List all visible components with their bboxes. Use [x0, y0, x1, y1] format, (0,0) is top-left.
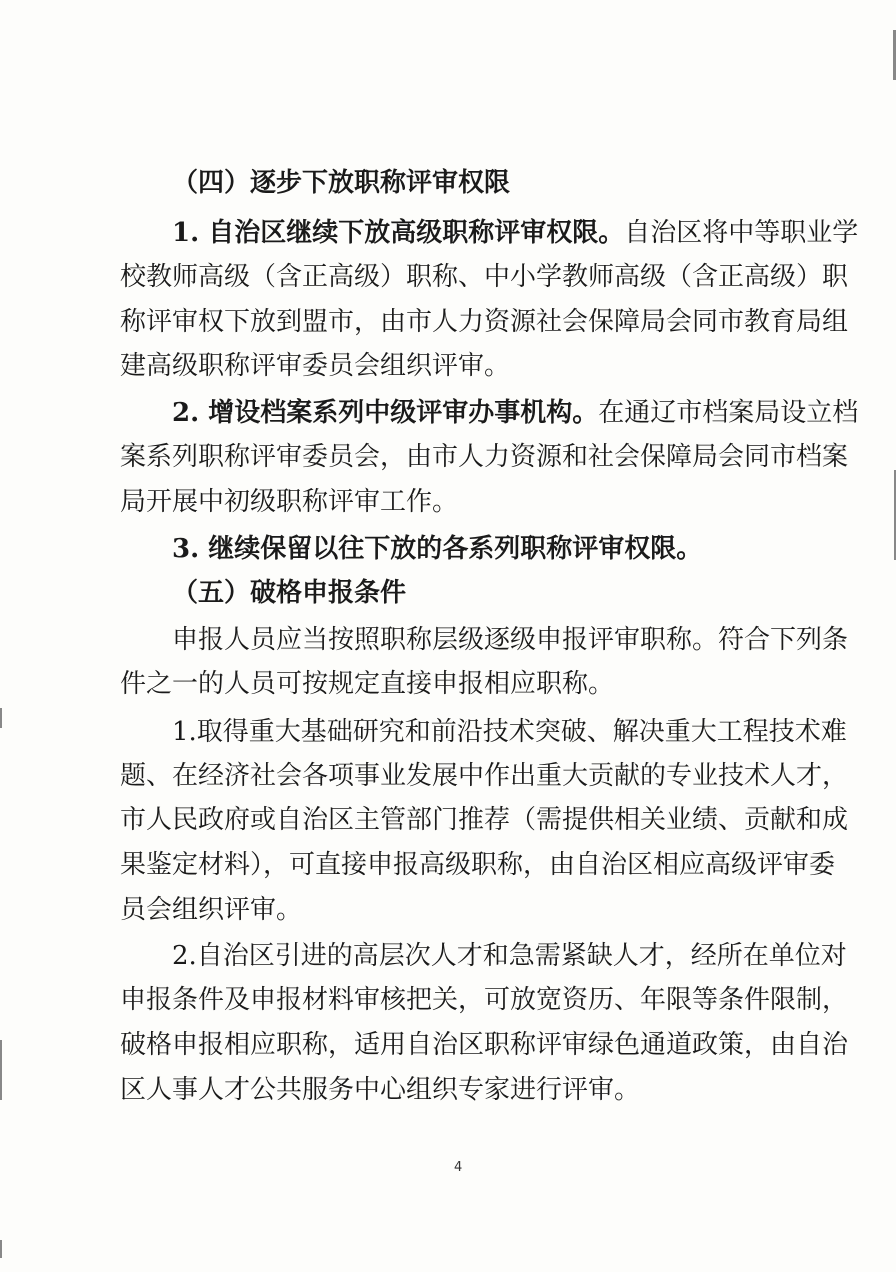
line-text: 3. 继续保留以往下放的各系列职称评审权限。 — [172, 534, 703, 564]
text-line — [120, 669, 614, 699]
text-line — [120, 351, 510, 381]
text-line — [172, 941, 847, 971]
line-text: 件之一的人员可按规定直接申报相应职称。 — [120, 669, 615, 699]
text-line — [172, 398, 858, 428]
text-line — [120, 1075, 640, 1105]
line-text: （四）逐步下放职称评审权限 — [172, 168, 511, 198]
line-text: 果鉴定材料），可直接申报高级职称，由自治区相应高级评审委 — [120, 850, 836, 880]
line-text: 自治区将中等职业学 — [624, 218, 859, 248]
text-line — [120, 850, 835, 880]
line-text: （五）破格申报条件 — [172, 578, 407, 608]
text-line — [172, 717, 847, 747]
bold-heading-text: 1. 自治区继续下放高级职称评审权限。 — [172, 218, 625, 248]
text-line — [172, 168, 510, 198]
scan-edge-mark — [0, 1240, 2, 1258]
bold-heading-text: 2. 增设档案系列中级评审办事机构。 — [172, 398, 599, 428]
line-text: 案系列职称评审委员会，由市人力资源和社会保障局会同市档案 — [120, 442, 849, 472]
line-text: 在通辽市档案局设立档 — [598, 398, 859, 428]
text-line — [120, 805, 848, 835]
line-text: 员会组织评审。 — [120, 895, 303, 925]
page-number: 4 — [454, 1160, 463, 1175]
line-text: 区人事人才公共服务中心组织专家进行评审。 — [120, 1075, 641, 1105]
scan-edge-mark — [0, 708, 2, 728]
text-line — [172, 534, 702, 564]
line-text: 1.取得重大基础研究和前沿技术突破、解决重大工程技术难 — [172, 717, 847, 747]
line-text: 局开展中初级职称评审工作。 — [120, 487, 459, 517]
text-line — [120, 761, 848, 791]
text-line — [120, 307, 848, 337]
text-line — [172, 625, 848, 655]
text-line — [120, 985, 848, 1015]
line-text: 题、在经济社会各项事业发展中作出重大贡献的专业技术人才， — [120, 761, 849, 791]
line-text: 校教师高级（含正高级）职称、中小学教师高级（含正高级）职 — [120, 262, 849, 292]
scan-edge-mark — [0, 1040, 2, 1100]
line-text: 申报人员应当按照职称层级逐级申报评审职称。符合下列条 — [172, 625, 849, 655]
line-text: 称评审权下放到盟市，由市人力资源社会保障局会同市教育局组 — [120, 307, 849, 337]
line-text: 2.自治区引进的高层次人才和急需紧缺人才，经所在单位对 — [172, 941, 847, 971]
text-line — [120, 262, 848, 292]
line-text: 市人民政府或自治区主管部门推荐（需提供相关业绩、贡献和成 — [120, 805, 849, 835]
text-line — [120, 487, 458, 517]
text-line — [172, 578, 406, 608]
text-line — [120, 895, 302, 925]
line-text: 申报条件及申报材料审核把关，可放宽资历、年限等条件限制， — [120, 985, 849, 1015]
line-text: 破格申报相应职称，适用自治区职称评审绿色通道政策，由自治 — [120, 1030, 849, 1060]
line-text: 建高级职称评审委员会组织评审。 — [120, 351, 511, 381]
text-line — [120, 1030, 848, 1060]
text-line — [120, 442, 848, 472]
text-line — [172, 218, 858, 248]
